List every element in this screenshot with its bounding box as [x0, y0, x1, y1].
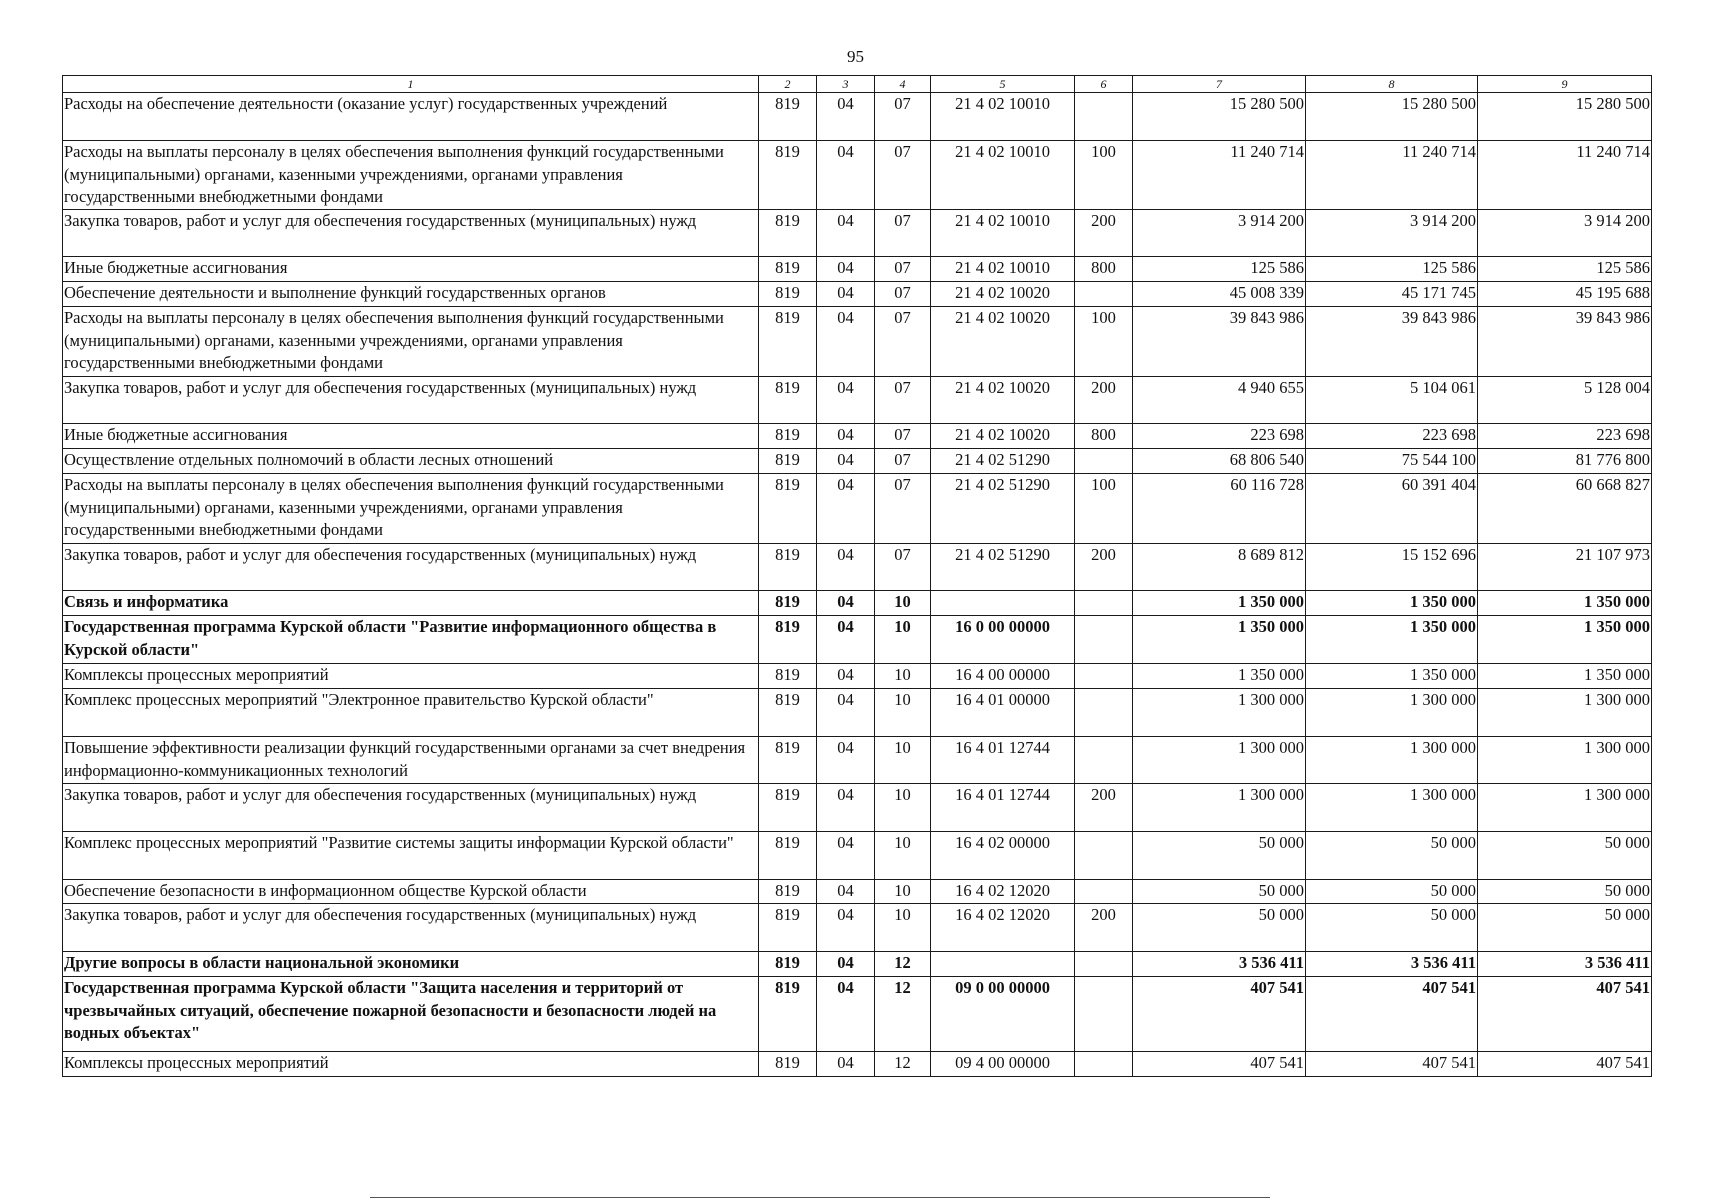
- section-code: 04: [817, 257, 875, 282]
- section-code: 04: [817, 377, 875, 424]
- amount-year-3: 39 843 986: [1478, 307, 1652, 377]
- row-name: Закупка товаров, работ и услуг для обеспечения государственных (муниципальных) нужд: [63, 210, 759, 257]
- amount-year-3: 50 000: [1478, 832, 1652, 880]
- amount-year-2: 223 698: [1306, 424, 1478, 449]
- amount-year-2: 5 104 061: [1306, 377, 1478, 424]
- row-name: Расходы на обеспечение деятельности (оказание услуг) государственных учреждений: [63, 93, 759, 141]
- amount-year-1: 11 240 714: [1133, 141, 1306, 210]
- row-name: Комплексы процессных мероприятий: [63, 1052, 759, 1077]
- table-row: [63, 377, 1652, 424]
- ministry-code: 819: [759, 474, 817, 544]
- amount-year-1: 50 000: [1133, 832, 1306, 880]
- amount-year-1: 50 000: [1133, 904, 1306, 952]
- expense-type-code: [1075, 832, 1133, 880]
- section-code: 04: [817, 449, 875, 474]
- row-name: Закупка товаров, работ и услуг для обеспечения государственных (муниципальных) нужд: [63, 544, 759, 591]
- amount-year-1: 45 008 339: [1133, 282, 1306, 307]
- amount-year-3: 407 541: [1478, 977, 1652, 1052]
- row-name: Повышение эффективности реализации функций государственными органами за счет внедрения информационно-коммуникационных технологий: [63, 737, 759, 784]
- subsection-code: 07: [875, 257, 931, 282]
- page-number: 95: [847, 47, 864, 66]
- subsection-code: 07: [875, 377, 931, 424]
- section-code: 04: [817, 784, 875, 832]
- amount-year-1: 1 300 000: [1133, 737, 1306, 784]
- amount-year-2: 1 300 000: [1306, 737, 1478, 784]
- expense-type-code: 200: [1075, 904, 1133, 952]
- budget-table: [62, 75, 1652, 1077]
- amount-year-2: 407 541: [1306, 977, 1478, 1052]
- ministry-code: 819: [759, 377, 817, 424]
- amount-year-2: 50 000: [1306, 904, 1478, 952]
- table-row: [63, 282, 1652, 307]
- subsection-code: 10: [875, 664, 931, 689]
- table-row: [63, 616, 1652, 664]
- column-number: 9: [1478, 76, 1652, 93]
- row-name: Обеспечение деятельности и выполнение функций государственных органов: [63, 282, 759, 307]
- amount-year-2: 1 350 000: [1306, 664, 1478, 689]
- amount-year-3: 1 300 000: [1478, 784, 1652, 832]
- amount-year-1: 3 914 200: [1133, 210, 1306, 257]
- amount-year-3: 5 128 004: [1478, 377, 1652, 424]
- section-code: 04: [817, 952, 875, 977]
- subsection-code: 10: [875, 904, 931, 952]
- table-row: [63, 977, 1652, 1052]
- subsection-code: 10: [875, 689, 931, 737]
- section-code: 04: [817, 474, 875, 544]
- section-code: 04: [817, 424, 875, 449]
- table-row: [63, 141, 1652, 210]
- expense-type-code: [1075, 591, 1133, 616]
- amount-year-2: 1 300 000: [1306, 784, 1478, 832]
- amount-year-2: 3 536 411: [1306, 952, 1478, 977]
- target-article-code: 21 4 02 10010: [931, 257, 1075, 282]
- ministry-code: 819: [759, 544, 817, 591]
- amount-year-2: 1 300 000: [1306, 689, 1478, 737]
- table-row: [63, 737, 1652, 784]
- table-row: [63, 904, 1652, 952]
- expense-type-code: 200: [1075, 377, 1133, 424]
- amount-year-2: 15 280 500: [1306, 93, 1478, 141]
- section-code: 04: [817, 689, 875, 737]
- row-name: Государственная программа Курской области "Развитие информационного общества в Курской области": [63, 616, 759, 664]
- target-article-code: 21 4 02 10020: [931, 282, 1075, 307]
- subsection-code: 10: [875, 616, 931, 664]
- amount-year-2: 3 914 200: [1306, 210, 1478, 257]
- ministry-code: 819: [759, 591, 817, 616]
- amount-year-3: 50 000: [1478, 904, 1652, 952]
- expense-type-code: 800: [1075, 257, 1133, 282]
- row-name: Комплексы процессных мероприятий: [63, 664, 759, 689]
- amount-year-2: 39 843 986: [1306, 307, 1478, 377]
- expense-type-code: 200: [1075, 544, 1133, 591]
- target-article-code: 21 4 02 10020: [931, 424, 1075, 449]
- subsection-code: 07: [875, 544, 931, 591]
- column-number: 1: [63, 76, 759, 93]
- target-article-code: 16 4 00 00000: [931, 664, 1075, 689]
- target-article-code: 16 4 01 00000: [931, 689, 1075, 737]
- ministry-code: 819: [759, 832, 817, 880]
- row-name: Расходы на выплаты персоналу в целях обеспечения выполнения функций государственными (муниципальными) органами, казенными учреждениями, органами управления государственными внебюджетными фондами: [63, 474, 759, 544]
- subsection-code: 07: [875, 141, 931, 210]
- table-row: [63, 210, 1652, 257]
- ministry-code: 819: [759, 93, 817, 141]
- target-article-code: 16 0 00 00000: [931, 616, 1075, 664]
- amount-year-2: 125 586: [1306, 257, 1478, 282]
- subsection-code: 12: [875, 977, 931, 1052]
- expense-type-code: [1075, 93, 1133, 141]
- amount-year-1: 60 116 728: [1133, 474, 1306, 544]
- row-name: Иные бюджетные ассигнования: [63, 424, 759, 449]
- amount-year-1: 4 940 655: [1133, 377, 1306, 424]
- target-article-code: 16 4 02 12020: [931, 880, 1075, 904]
- amount-year-1: 125 586: [1133, 257, 1306, 282]
- row-name: Расходы на выплаты персоналу в целях обеспечения выполнения функций государственными (муниципальными) органами, казенными учреждениями, органами управления государственными внебюджетными фондами: [63, 141, 759, 210]
- ministry-code: 819: [759, 1052, 817, 1077]
- subsection-code: 07: [875, 210, 931, 257]
- target-article-code: 21 4 02 10010: [931, 141, 1075, 210]
- table-row: [63, 952, 1652, 977]
- row-name: Закупка товаров, работ и услуг для обеспечения государственных (муниципальных) нужд: [63, 784, 759, 832]
- amount-year-3: 3 536 411: [1478, 952, 1652, 977]
- target-article-code: 16 4 01 12744: [931, 737, 1075, 784]
- amount-year-1: 50 000: [1133, 880, 1306, 904]
- amount-year-1: 39 843 986: [1133, 307, 1306, 377]
- table-row: [63, 307, 1652, 377]
- amount-year-3: 407 541: [1478, 1052, 1652, 1077]
- section-code: 04: [817, 904, 875, 952]
- section-code: 04: [817, 616, 875, 664]
- section-code: 04: [817, 141, 875, 210]
- section-code: 04: [817, 832, 875, 880]
- section-code: 04: [817, 737, 875, 784]
- subsection-code: 07: [875, 424, 931, 449]
- section-code: 04: [817, 282, 875, 307]
- subsection-code: 12: [875, 1052, 931, 1077]
- expense-type-code: [1075, 616, 1133, 664]
- ministry-code: 819: [759, 210, 817, 257]
- amount-year-2: 1 350 000: [1306, 591, 1478, 616]
- target-article-code: 21 4 02 10020: [931, 377, 1075, 424]
- target-article-code: 21 4 02 10010: [931, 210, 1075, 257]
- table-row: [63, 544, 1652, 591]
- row-name: Комплекс процессных мероприятий "Электронное правительство Курской области": [63, 689, 759, 737]
- section-code: 04: [817, 544, 875, 591]
- section-code: 04: [817, 880, 875, 904]
- section-code: 04: [817, 210, 875, 257]
- amount-year-1: 407 541: [1133, 977, 1306, 1052]
- expense-type-code: [1075, 977, 1133, 1052]
- expense-type-code: [1075, 880, 1133, 904]
- section-code: 04: [817, 1052, 875, 1077]
- amount-year-1: 1 300 000: [1133, 689, 1306, 737]
- subsection-code: 10: [875, 832, 931, 880]
- expense-type-code: [1075, 689, 1133, 737]
- column-number: 2: [759, 76, 817, 93]
- amount-year-1: 407 541: [1133, 1052, 1306, 1077]
- amount-year-2: 60 391 404: [1306, 474, 1478, 544]
- amount-year-3: 1 300 000: [1478, 689, 1652, 737]
- row-name: Закупка товаров, работ и услуг для обеспечения государственных (муниципальных) нужд: [63, 904, 759, 952]
- amount-year-1: 8 689 812: [1133, 544, 1306, 591]
- row-name: Осуществление отдельных полномочий в области лесных отношений: [63, 449, 759, 474]
- row-name: Связь и информатика: [63, 591, 759, 616]
- amount-year-3: 1 350 000: [1478, 591, 1652, 616]
- row-name: Обеспечение безопасности в информационном обществе Курской области: [63, 880, 759, 904]
- amount-year-3: 1 350 000: [1478, 616, 1652, 664]
- section-code: 04: [817, 664, 875, 689]
- ministry-code: 819: [759, 424, 817, 449]
- target-article-code: 16 4 01 12744: [931, 784, 1075, 832]
- expense-type-code: 800: [1075, 424, 1133, 449]
- subsection-code: 10: [875, 591, 931, 616]
- amount-year-3: 3 914 200: [1478, 210, 1652, 257]
- subsection-code: 10: [875, 880, 931, 904]
- amount-year-1: 1 300 000: [1133, 784, 1306, 832]
- target-article-code: 21 4 02 51290: [931, 449, 1075, 474]
- subsection-code: 07: [875, 282, 931, 307]
- table-row: [63, 832, 1652, 880]
- amount-year-2: 50 000: [1306, 880, 1478, 904]
- amount-year-3: 50 000: [1478, 880, 1652, 904]
- ministry-code: 819: [759, 616, 817, 664]
- amount-year-1: 1 350 000: [1133, 616, 1306, 664]
- ministry-code: 819: [759, 257, 817, 282]
- target-article-code: 21 4 02 51290: [931, 544, 1075, 591]
- column-number: 4: [875, 76, 931, 93]
- ministry-code: 819: [759, 307, 817, 377]
- ministry-code: 819: [759, 904, 817, 952]
- ministry-code: 819: [759, 664, 817, 689]
- section-code: 04: [817, 977, 875, 1052]
- table-row: [63, 784, 1652, 832]
- amount-year-2: 50 000: [1306, 832, 1478, 880]
- ministry-code: 819: [759, 977, 817, 1052]
- ministry-code: 819: [759, 449, 817, 474]
- target-article-code: 21 4 02 10020: [931, 307, 1075, 377]
- expense-type-code: 200: [1075, 784, 1133, 832]
- target-article-code: [931, 952, 1075, 977]
- column-number: 5: [931, 76, 1075, 93]
- amount-year-1: 15 280 500: [1133, 93, 1306, 141]
- target-article-code: 21 4 02 51290: [931, 474, 1075, 544]
- table-row: [63, 591, 1652, 616]
- target-article-code: [931, 591, 1075, 616]
- amount-year-2: 11 240 714: [1306, 141, 1478, 210]
- amount-year-1: 223 698: [1133, 424, 1306, 449]
- target-article-code: 16 4 02 12020: [931, 904, 1075, 952]
- amount-year-3: 81 776 800: [1478, 449, 1652, 474]
- ministry-code: 819: [759, 784, 817, 832]
- expense-type-code: [1075, 664, 1133, 689]
- row-name: Государственная программа Курской области "Защита населения и территорий от чрезвычайных ситуаций, обеспечение пожарной безопасности и безопасности людей на водных объектах": [63, 977, 759, 1052]
- expense-type-code: [1075, 449, 1133, 474]
- expense-type-code: [1075, 1052, 1133, 1077]
- amount-year-2: 45 171 745: [1306, 282, 1478, 307]
- column-number: 6: [1075, 76, 1133, 93]
- amount-year-2: 75 544 100: [1306, 449, 1478, 474]
- bottom-rule: [370, 1197, 1270, 1198]
- column-number-row: [63, 76, 1652, 93]
- table-row: [63, 424, 1652, 449]
- target-article-code: 09 4 00 00000: [931, 1052, 1075, 1077]
- section-code: 04: [817, 307, 875, 377]
- amount-year-1: 68 806 540: [1133, 449, 1306, 474]
- expense-type-code: [1075, 737, 1133, 784]
- table-row: [63, 257, 1652, 282]
- subsection-code: 10: [875, 737, 931, 784]
- amount-year-3: 1 350 000: [1478, 664, 1652, 689]
- table-row: [63, 689, 1652, 737]
- row-name: Иные бюджетные ассигнования: [63, 257, 759, 282]
- subsection-code: 07: [875, 307, 931, 377]
- table-row: [63, 449, 1652, 474]
- expense-type-code: 100: [1075, 474, 1133, 544]
- amount-year-3: 11 240 714: [1478, 141, 1652, 210]
- target-article-code: 16 4 02 00000: [931, 832, 1075, 880]
- table-row: [63, 880, 1652, 904]
- amount-year-3: 60 668 827: [1478, 474, 1652, 544]
- section-code: 04: [817, 591, 875, 616]
- ministry-code: 819: [759, 282, 817, 307]
- amount-year-1: 1 350 000: [1133, 591, 1306, 616]
- amount-year-2: 407 541: [1306, 1052, 1478, 1077]
- subsection-code: 07: [875, 449, 931, 474]
- subsection-code: 07: [875, 474, 931, 544]
- row-name: Расходы на выплаты персоналу в целях обеспечения выполнения функций государственными (муниципальными) органами, казенными учреждениями, органами управления государственными внебюджетными фондами: [63, 307, 759, 377]
- expense-type-code: 200: [1075, 210, 1133, 257]
- target-article-code: 21 4 02 10010: [931, 93, 1075, 141]
- table-row: [63, 664, 1652, 689]
- subsection-code: 12: [875, 952, 931, 977]
- amount-year-3: 45 195 688: [1478, 282, 1652, 307]
- table-row: [63, 474, 1652, 544]
- table-row: [63, 1052, 1652, 1077]
- ministry-code: 819: [759, 141, 817, 210]
- row-name: Другие вопросы в области национальной экономики: [63, 952, 759, 977]
- expense-type-code: 100: [1075, 141, 1133, 210]
- row-name: Закупка товаров, работ и услуг для обеспечения государственных (муниципальных) нужд: [63, 377, 759, 424]
- amount-year-3: 15 280 500: [1478, 93, 1652, 141]
- ministry-code: 819: [759, 737, 817, 784]
- amount-year-3: 125 586: [1478, 257, 1652, 282]
- section-code: 04: [817, 93, 875, 141]
- table-row: [63, 93, 1652, 141]
- amount-year-1: 1 350 000: [1133, 664, 1306, 689]
- column-number: 7: [1133, 76, 1306, 93]
- ministry-code: 819: [759, 952, 817, 977]
- column-number: 3: [817, 76, 875, 93]
- expense-type-code: 100: [1075, 307, 1133, 377]
- subsection-code: 07: [875, 93, 931, 141]
- amount-year-3: 21 107 973: [1478, 544, 1652, 591]
- subsection-code: 10: [875, 784, 931, 832]
- ministry-code: 819: [759, 689, 817, 737]
- amount-year-2: 15 152 696: [1306, 544, 1478, 591]
- column-number: 8: [1306, 76, 1478, 93]
- amount-year-2: 1 350 000: [1306, 616, 1478, 664]
- expense-type-code: [1075, 282, 1133, 307]
- amount-year-3: 223 698: [1478, 424, 1652, 449]
- amount-year-1: 3 536 411: [1133, 952, 1306, 977]
- ministry-code: 819: [759, 880, 817, 904]
- target-article-code: 09 0 00 00000: [931, 977, 1075, 1052]
- expense-type-code: [1075, 952, 1133, 977]
- amount-year-3: 1 300 000: [1478, 737, 1652, 784]
- row-name: Комплекс процессных мероприятий "Развитие системы защиты информации Курской области": [63, 832, 759, 880]
